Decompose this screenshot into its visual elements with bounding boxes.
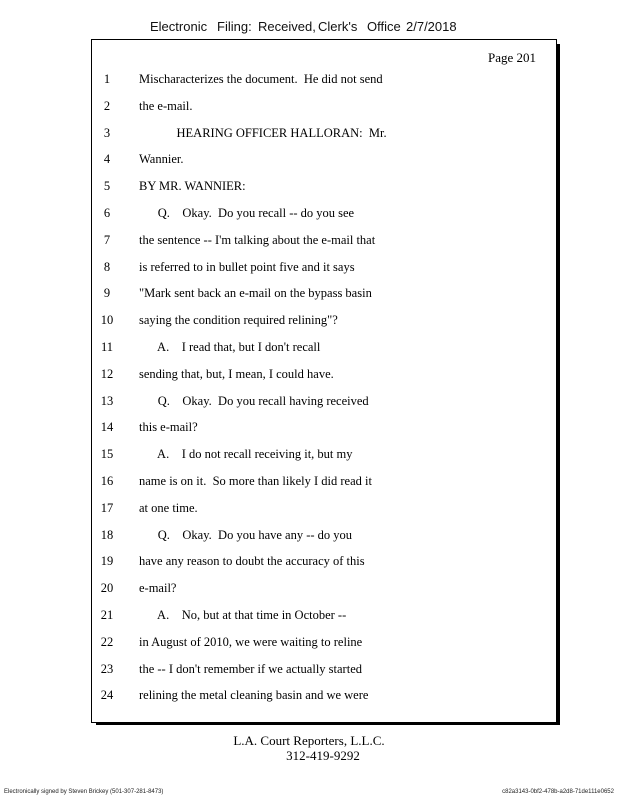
- transcript-line: [0, 286, 618, 304]
- transcript-line: [0, 260, 618, 278]
- header-electronic: Electronic: [150, 19, 208, 34]
- transcript-line: [0, 608, 618, 626]
- line-number: 16: [100, 474, 114, 488]
- reporter-company: L.A. Court Reporters, L.L.C.: [233, 733, 385, 748]
- line-text: the e-mail.: [139, 98, 193, 113]
- transcript-line: [0, 420, 618, 438]
- line-number: 23: [100, 661, 114, 676]
- line-text: relining the metal cleaning basin and we were: [139, 688, 369, 703]
- line-number: 10: [100, 313, 114, 328]
- line-text: in August of 2010, we were waiting to reline: [139, 634, 363, 649]
- line-text: this e-mail?: [139, 420, 198, 435]
- line-text: name is on it. So more than likely I did read it: [139, 474, 372, 488]
- electronic-signature: Electronically signed by Steven Brickey (501-307-281-8473): [4, 789, 164, 795]
- header-received: Received,: [258, 19, 316, 34]
- line-text: sending that, but, I mean, I could have.: [139, 366, 334, 381]
- transcript-line: [0, 581, 618, 599]
- header-filing: Filing:: [217, 19, 252, 34]
- line-number: 20: [100, 581, 114, 596]
- line-text: "Mark sent back an e-mail on the bypass basin: [139, 286, 372, 301]
- transcript-line: [0, 179, 618, 197]
- document-hash: c82a3143-0bf2-478b-a2d8-71de111e0652: [502, 789, 614, 795]
- line-number: 24: [100, 688, 114, 703]
- line-number: 6: [103, 206, 111, 220]
- line-number: 15: [100, 447, 114, 462]
- line-text: Q. Okay. Do you recall having received: [139, 393, 369, 408]
- transcript-line: [0, 340, 618, 358]
- transcript-line: [0, 394, 618, 412]
- line-number: 5: [103, 179, 111, 194]
- transcript-line: [0, 662, 618, 680]
- line-number: 1: [103, 72, 111, 86]
- line-number: 9: [103, 286, 111, 301]
- line-text: saying the condition required relining"?: [139, 313, 338, 328]
- line-text: Mischaracterizes the document. He did not send: [139, 72, 383, 86]
- header-office: Office: [367, 19, 401, 34]
- transcript-line: [0, 474, 618, 492]
- line-number: 18: [100, 527, 114, 542]
- transcript-line: [0, 72, 618, 90]
- line-number: 12: [100, 366, 114, 381]
- line-number: 4: [103, 152, 111, 167]
- line-text: e-mail?: [139, 581, 177, 596]
- transcript-line: [0, 554, 618, 572]
- line-text: have any reason to doubt the accuracy of this: [139, 554, 365, 569]
- line-number: 21: [100, 608, 114, 622]
- transcript-line: [0, 447, 618, 465]
- line-text: the -- I don't remember if we actually started: [139, 661, 362, 676]
- transcript-line: [0, 206, 618, 224]
- line-text: the sentence -- I'm talking about the e-mail that: [139, 232, 376, 247]
- line-text: A. I read that, but I don't recall: [139, 340, 321, 354]
- line-text: A. No, but at that time in October --: [139, 608, 347, 622]
- line-text: HEARING OFFICER HALLORAN: Mr.: [139, 125, 387, 140]
- transcript-line: [0, 528, 618, 546]
- transcript-line: [0, 233, 618, 251]
- line-number: 17: [100, 500, 114, 515]
- reporter-phone: 312-419-9292: [286, 748, 360, 763]
- line-text: is referred to in bullet point five and it says: [139, 259, 355, 274]
- line-number: 7: [103, 232, 111, 247]
- line-text: Wannier.: [139, 152, 184, 167]
- transcript-line: [0, 501, 618, 519]
- transcript-line: [0, 367, 618, 385]
- line-number: 11: [100, 340, 114, 354]
- line-number: 14: [100, 420, 114, 435]
- transcript-line: [0, 99, 618, 117]
- line-number: 3: [103, 125, 111, 140]
- line-text: A. I do not recall receiving it, but my: [139, 447, 353, 462]
- transcript-line: [0, 313, 618, 331]
- transcript-line: [0, 126, 618, 144]
- header-clerks: Clerk's: [318, 19, 358, 34]
- reporter-footer: [0, 733, 618, 763]
- header-date: 2/7/2018: [406, 19, 457, 34]
- line-number: 13: [100, 393, 114, 408]
- transcript-line: [0, 688, 618, 706]
- line-text: BY MR. WANNIER:: [139, 179, 246, 194]
- line-text: Q. Okay. Do you have any -- do you: [139, 527, 353, 542]
- transcript-line: [0, 152, 618, 170]
- line-number: 8: [103, 259, 111, 274]
- line-text: Q. Okay. Do you recall -- do you see: [139, 206, 355, 220]
- transcript-line: [0, 635, 618, 653]
- page-number: Page 201: [488, 50, 537, 65]
- filing-stamp-header: [0, 19, 618, 37]
- line-number: 2: [103, 98, 111, 113]
- line-text: at one time.: [139, 500, 198, 515]
- line-number: 19: [100, 554, 114, 569]
- line-number: 22: [100, 634, 114, 649]
